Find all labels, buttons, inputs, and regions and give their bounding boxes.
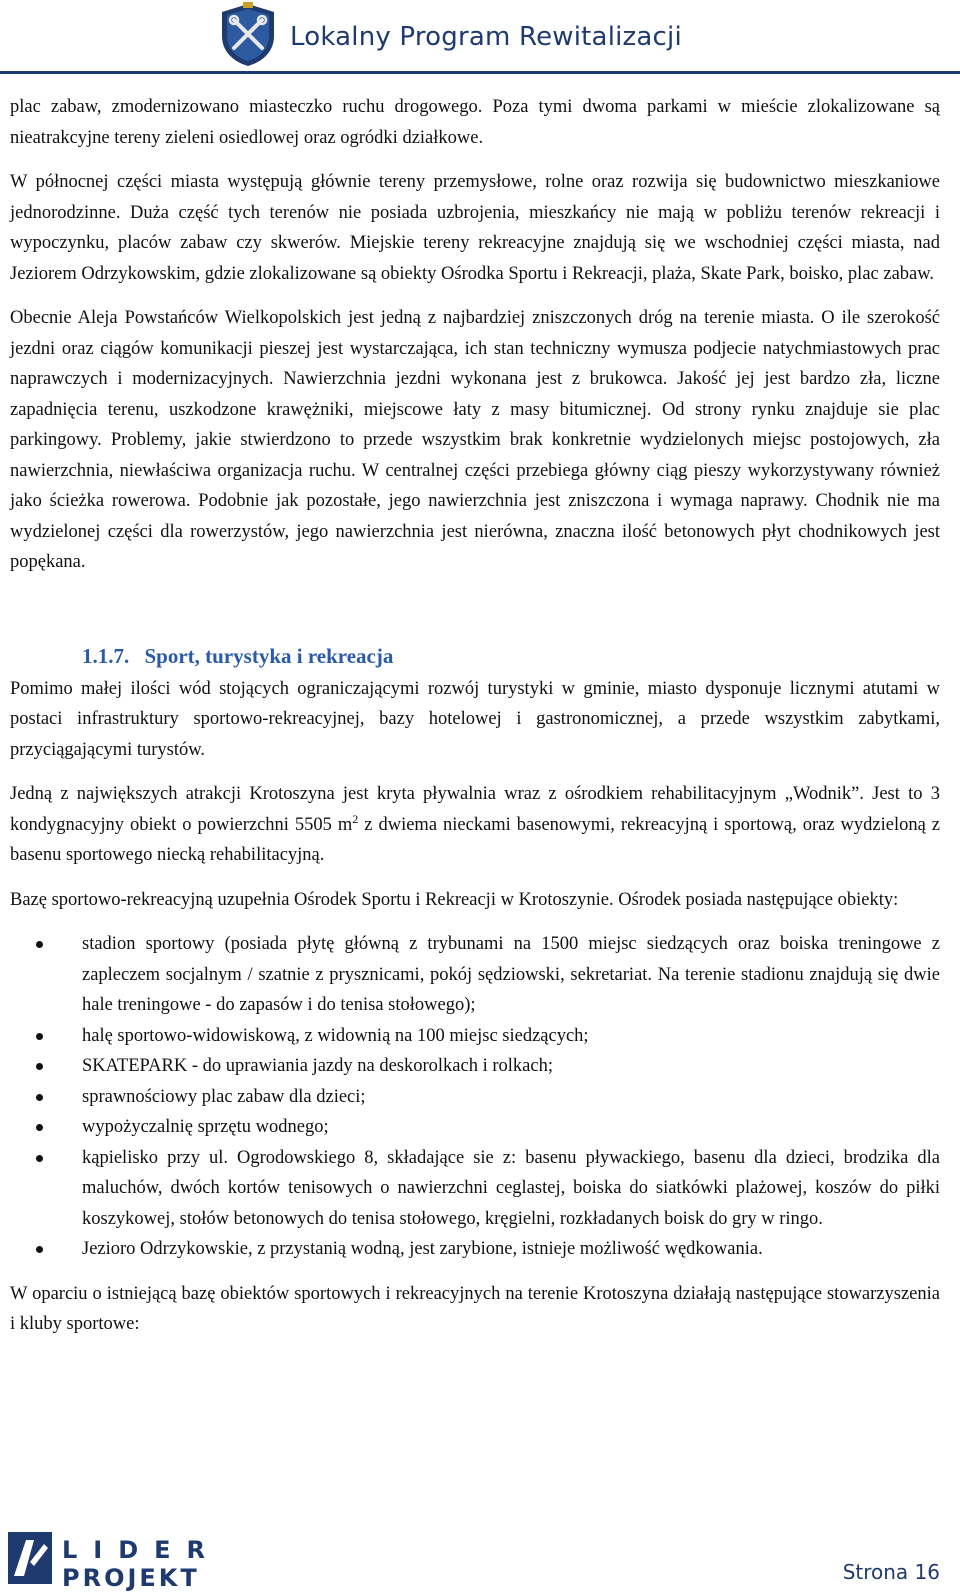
list-item: stadion sportowy (posiada płytę główną z trybunami na 1500 miejsc siedzących oraz boiska treningowe z zapleczem socjalnym / szatnie z prysznicami, pokój sędziowski, sekretariat. Na terenie stadionu znajdują się dwie hale treningowe - do zapasów i do tenisa stołowego); (82, 929, 940, 1021)
list-item: halę sportowo-widowiskową, z widownią na 100 miejsc siedzących; (82, 1021, 940, 1052)
section-title: Sport, turystyka i rekreacja (144, 643, 394, 668)
section-heading (10, 638, 940, 674)
list-item: wypożyczalnię sprzętu wodnego; (82, 1112, 940, 1143)
paragraph-osir: Bazę sportowo-rekreacyjną uzupełnia Ośrodek Sportu i Rekreacji w Krotoszynie. Ośrodek posiada następujące obiekty: (10, 889, 899, 910)
paragraph-tourism-assets: Pomimo małej ilości wód stojących ograniczającymi rozwój turystyki w gminie, miasto dysponuje licznymi atutami w postaci infrastruktury sportowo-rekreacyjnej, bazy hotelowej i gastronomicznej, a przede wszystkim zabytkami, przyciągającymi turystów. (10, 678, 940, 760)
page-number: Strona 16 (842, 1560, 940, 1584)
section-number: 1.1.7. (82, 643, 130, 668)
logo-word-lider: LIDER (62, 1536, 222, 1564)
header-divider (0, 71, 960, 74)
list-item: Jezioro Odrzykowskie, z przystanią wodną, jest zarybione, istnieje możliwość wędkowania. (82, 1234, 940, 1265)
list-item: sprawnościowy plac zabaw dla dzieci; (82, 1082, 940, 1113)
document-body (10, 92, 940, 1354)
paragraph-wodnik-pool: Jedną z największych atrakcji Krotoszyna jest kryta pływalnia wraz z ośrodkiem rehabilitacyjnym „Wodnik”. Jest to 3 kondygnacyjny obiekt o powierzchni 5505 $m^2$ z dwiema nieckami basenowymi, rekreacyjną i sportową, oraz wydzieloną z basenu sportowego niecką rehabilitacyjną. (10, 784, 940, 865)
paragraph-north-district: W północnej części miasta występują głównie tereny przemysłowe, rolne oraz rozwija się budownictwo mieszkaniowe jednorodzinne. Duża część tych terenów nie posiada uzbrojenia, mieszkańcy nie mają w pobliżu terenów rekreacji i wypoczynku, placów zabaw czy skwerów. Miejskie tereny rekreacyjne znajdują się we wschodniej części miasta, nad Jeziorem Odrzykowskim, gdzie zlokalizowane są obiekty Ośrodka Sportu i Rekreacji, plaża, Skate Park, boisko, plac zabaw. (10, 172, 940, 284)
city-crest-icon (218, 2, 278, 68)
logo-word-projekt: PROJEKT (62, 1564, 200, 1592)
lider-projekt-logo (0, 1514, 240, 1592)
list-item: kąpielisko przy ul. Ogrodowskiego 8, składające sie z: basenu pływackiego, basenu dla dzieci, brodzika dla maluchów, dwóch kortów tenisowych o nawierzchni ceglastej, boiska do siatkówki plażowej, koszów do piłki koszykowej, stołów betonowych do tenisa stołowego, kręgielni, rozkładanych boisk do gry w ringo. (82, 1143, 940, 1235)
paragraph-sports-clubs: W oparciu o istniejącą bazę obiektów sportowych i rekreacyjnych na terenie Krotoszyna działają następujące stowarzyszenia i kluby sportowe: (10, 1283, 940, 1334)
paragraph-parks: plac zabaw, zmodernizowano miasteczko ruchu drogowego. Poza tymi dwoma parkami w mieście zlokalizowane są nieatrakcyjne tereny zieleni osiedlowej oraz ogródki działkowe. (10, 97, 940, 148)
superscript-2: 2 (352, 811, 359, 826)
list-item: SKATEPARK - do uprawiania jazdy na deskorolkach i rolkach; (82, 1051, 940, 1082)
document-title: Lokalny Program Rewitalizacji (290, 22, 682, 52)
page-header (0, 0, 960, 78)
paragraph-aleja-powstancow: Obecnie Aleja Powstańców Wielkopolskich jest jedną z najbardziej zniszczonych dróg na terenie miasta. O ile szerokość jezdni oraz ciągów komunikacji pieszej jest wystarczająca, ich stan techniczny wymusza podjecie natychmiastowych prac naprawczych i modernizacyjnych. Nawierzchnia jezdni wykonana jest z brukowca. Jakość jej jest bardzo zła, liczne zapadnięcia terenu, uszkodzone krawężniki, miejscowe łaty z masy bitumicznej. Od strony rynku znajduje sie plac parkingowy. Problemy, jakie stwierdzono to przede wszystkim brak konkretnie wydzielonych miejsc postojowych, zła nawierzchnia, niewłaściwa organizacja ruchu. W centralnej części przebiega główny ciąg pieszy wykorzystywany również jako ścieżka rowerowa. Podobnie jak pozostałe, jego nawierzchnia jest zniszczona i wymaga naprawy. Chodnik nie ma wydzielonej części dla rowerzystów, jego nawierzchnia jest nierówna, znaczna ilość betonowych płyt chodnikowych jest popękana. (10, 308, 940, 572)
facilities-list (10, 929, 940, 1265)
